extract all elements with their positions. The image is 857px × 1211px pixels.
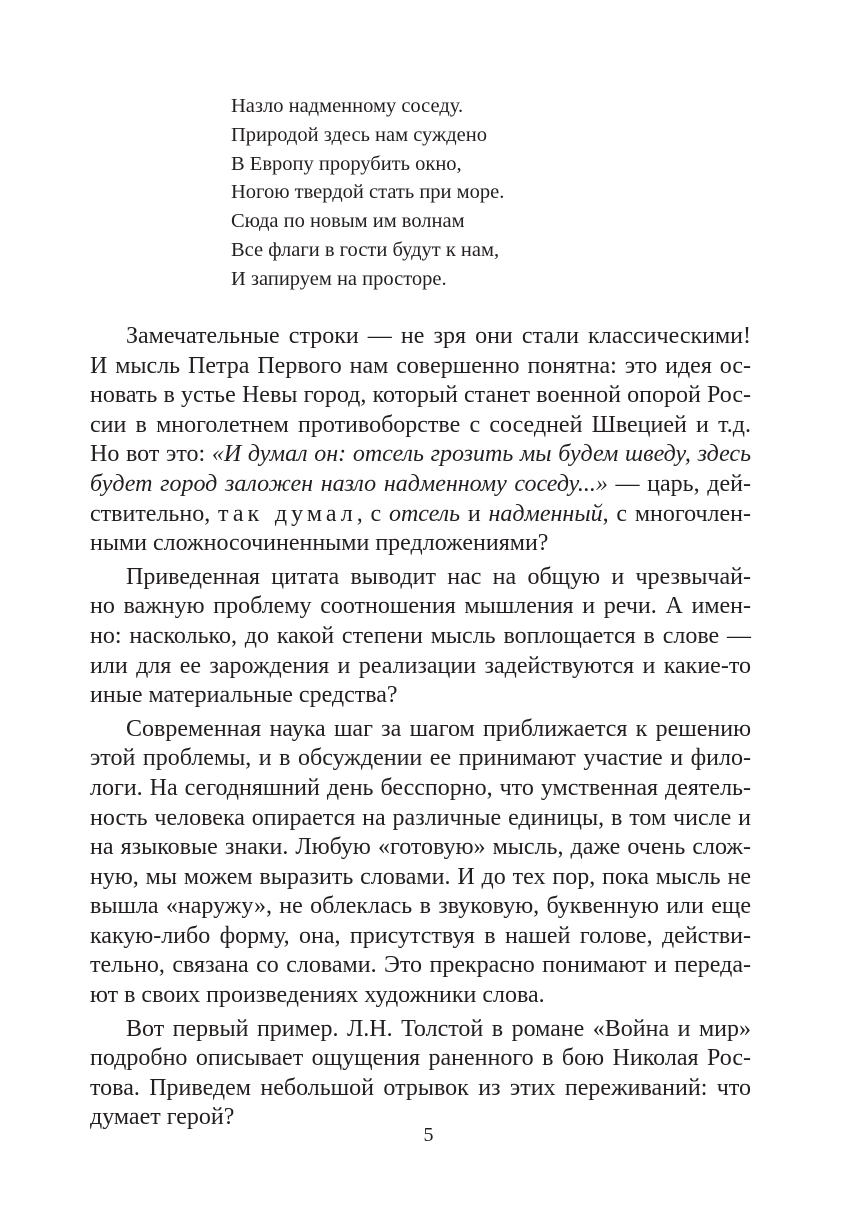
text-line: ную, мы можем выразить словами. И до тех пор, пока мысль не <box>90 863 751 890</box>
body-text <box>90 322 751 1137</box>
poem-excerpt <box>231 92 651 294</box>
text-line: какую-либо форму, она, присутствуя в нашей голове, действи- <box>90 922 751 949</box>
paragraph-2 <box>90 563 751 711</box>
text-line: ность человека опирается на различные единицы, в том числе и <box>90 804 751 831</box>
text-run: и <box>460 500 489 527</box>
poem-line: Ногою твердой стать при море. <box>231 181 505 204</box>
text-line: или для ее зарождения и реализации задействуются и какие-то <box>90 652 751 679</box>
poem-line: Все флаги в гости будут к нам, <box>231 238 500 261</box>
italic-quote: «И думал он: отсель грозить мы будем шведу, здесь <box>211 441 752 468</box>
text-run: , с многочлен- <box>602 500 752 527</box>
text-line: Современная наука шаг за шагом приближается к решению <box>126 715 751 742</box>
text-line <box>90 470 751 500</box>
text-line: ными сложносочиненными предложениями? <box>90 530 549 557</box>
italic-word: отсель <box>388 500 461 527</box>
italic-quote: будет город заложен назло надменному соседу...» <box>90 470 608 497</box>
text-line: иные материальные средства? <box>90 682 398 709</box>
poem-line: И запируем на просторе. <box>231 267 447 290</box>
text-line: И мысль Петра Первого нам совершенно понятна: это идея ос- <box>90 352 751 379</box>
text-line: подробно описывает ощущения раненного в бою Николая Рос- <box>90 1045 751 1072</box>
spaced-emphasis: так думал <box>218 500 357 527</box>
text-line: на языковые знаки. Любую «готовую» мысль, даже очень слож- <box>90 834 751 861</box>
text-line: этой проблемы, и в обсуждении ее принимают участие и фило- <box>90 745 751 772</box>
text-line: новать в устье Невы город, который станет военной опорой Рос- <box>90 382 751 409</box>
paragraph-1 <box>90 322 751 559</box>
text-line <box>90 440 751 470</box>
paragraph-4 <box>90 1015 751 1133</box>
text-run: — царь, дей- <box>607 470 752 497</box>
italic-word: надменный <box>488 500 603 527</box>
poem-line: Сюда по новым им волнам <box>231 210 465 233</box>
text-line: тельно, связана со словами. Это прекрасно понимают и переда- <box>90 952 751 979</box>
text-line: Приведенная цитата выводит нас на общую и чрезвычай- <box>126 563 751 590</box>
text-line <box>90 500 751 530</box>
text-run: ствительно, <box>90 500 219 527</box>
poem-line: Назло надменному соседу. <box>231 95 464 117</box>
text-line: Замечательные строки — не зря они стали классическими! <box>126 323 751 349</box>
text-line: логи. На сегодняшний день бесспорно, что умственная деятель- <box>90 774 751 801</box>
text-line: ют в своих произведениях художники слова. <box>90 982 545 1009</box>
paragraph-3 <box>90 715 751 1011</box>
text-run: Но вот это: <box>90 441 212 468</box>
text-line: вышла «наружу», не облеклась в звуковую, буквенную или еще <box>90 893 751 920</box>
text-line: думает герой? <box>90 1104 235 1131</box>
text-line: това. Приведем небольшой отрывок из этих переживаний: что <box>90 1074 751 1101</box>
poem-line: Природой здесь нам суждено <box>231 123 487 146</box>
page-number: 5 <box>423 1124 434 1146</box>
text-line: но: насколько, до какой степени мысль воплощается в слове — <box>90 622 751 649</box>
text-line: сии в многолетнем противоборстве с соседней Швецией и т.д. <box>90 411 751 438</box>
poem-line: В Европу прорубить окно, <box>231 152 462 175</box>
text-line: Вот первый пример. Л.Н. Толстой в романе «Война и мир» <box>126 1015 751 1042</box>
text-run: , с <box>356 500 389 527</box>
text-line: но важную проблему соотношения мышления и речи. А имен- <box>90 593 751 620</box>
